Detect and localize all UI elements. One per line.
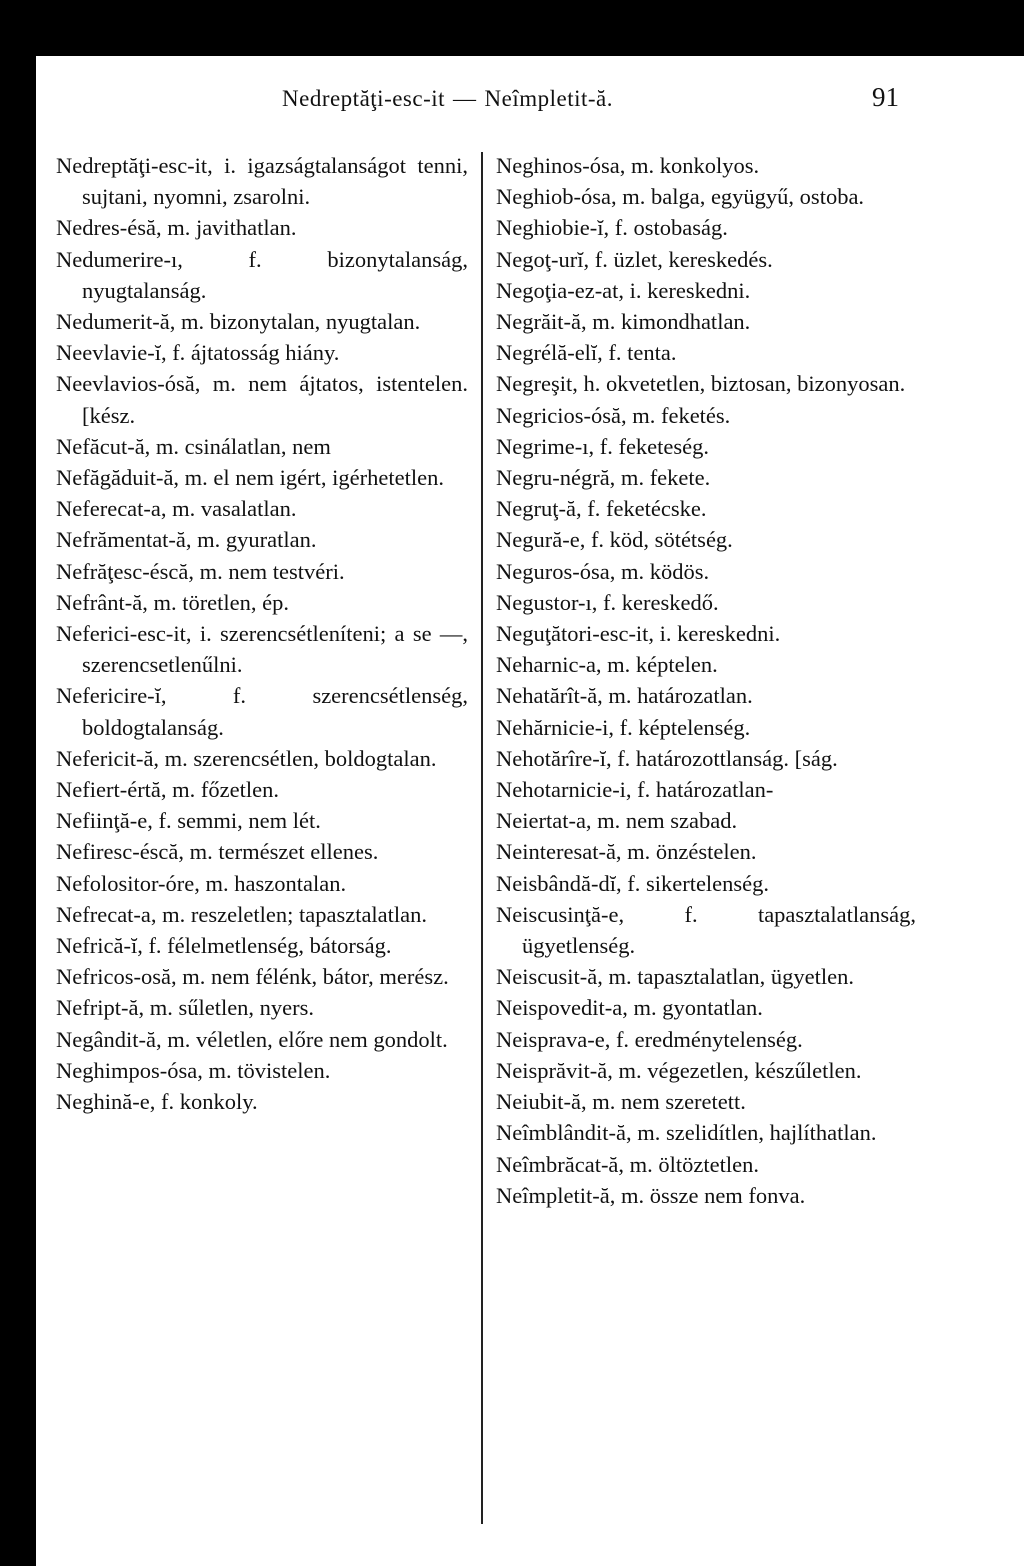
dictionary-entry: Neghiobie-ĭ, f. ostobaság.	[496, 215, 728, 241]
dictionary-entry: Nefolositor-óre, m. haszontalan.	[56, 870, 347, 896]
dictionary-entry: Neevlavios-ósă, m. nem ájtatos, istentelen. [kész.	[56, 371, 468, 428]
dictionary-entry: Nefrecat-a, m. reszeletlen; tapasztalatlan.	[56, 901, 428, 927]
dictionary-entry: Neghiob-ósa, m. balga, együgyű, ostoba.	[496, 184, 865, 210]
dictionary-entry: Negrélă-elĭ, f. tenta.	[496, 340, 677, 366]
dictionary-entry: Nefript-ă, m. sűletlen, nyers.	[56, 995, 315, 1021]
dictionary-entry: Neharnic-a, m. képtelen.	[496, 652, 718, 678]
scan-border-top	[0, 0, 1024, 56]
dictionary-entry: Nefiert-értă, m. főzetlen.	[56, 777, 280, 803]
dictionary-entry: Nefrânt-ă, m. töretlen, ép.	[56, 589, 290, 615]
dictionary-entry: Nefrămentat-ă, m. gyuratlan.	[56, 527, 317, 553]
dictionary-entry: Neferici-esc-it, i. szerencsétleníteni; a se —, szerencsetlenűlni.	[56, 621, 468, 678]
dictionary-entry: Nefrăţesc-éscă, m. nem testvéri.	[56, 558, 345, 584]
dictionary-entry: Negruţ-ă, f. feketécske.	[496, 496, 707, 522]
header-first-word: Nedreptăţi-esc-it	[282, 86, 446, 111]
dictionary-entry: Negreşit, h. okvetetlen, biztosan, bizonyosan.	[496, 371, 906, 397]
dictionary-entry: Negândit-ă, m. véletlen, előre nem gondolt.	[56, 1026, 448, 1052]
dictionary-entry: Neguţători-esc-it, i. kereskedni.	[496, 621, 781, 647]
dictionary-entry: Nehotarnicie-i, f. határozatlan-	[496, 777, 774, 803]
scan-border-left	[0, 0, 36, 1566]
dictionary-entry: Neîmpletit-ă, m. össze nem fonva.	[496, 1182, 806, 1208]
header-separator: —	[453, 86, 477, 111]
dictionary-entry: Neîmblândit-ă, m. szelidítlen, hajlíthatlan.	[496, 1120, 877, 1146]
dictionary-entry: Neîmbrăcat-ă, m. öltöztetlen.	[496, 1151, 760, 1177]
dictionary-entry: Nefericire-ĭ, f. szerencsétlenség, boldogtalanság.	[56, 683, 468, 740]
dictionary-entry: Neguros-ósa, m. ködös.	[496, 558, 710, 584]
dictionary-entry: Nedumerire-ı, f. bizonytalanság, nyugtalanság.	[56, 246, 468, 303]
dictionary-entry: Nedres-ésă, m. javithatlan.	[56, 215, 297, 241]
dictionary-entry: Nefiinţă-e, f. semmi, nem lét.	[56, 808, 321, 834]
dictionary-entry: Nehotărîre-ĭ, f. határozottlanság. [ság.	[496, 745, 838, 771]
dictionary-entry: Negricios-ósă, m. feketés.	[496, 402, 731, 428]
dictionary-entry: Negoţ-urĭ, f. üzlet, kereskedés.	[496, 246, 773, 272]
header-last-word: Neîmpletit-ă.	[484, 86, 614, 111]
dictionary-entry: Neiscusinţă-e, f. tapasztalatlanság, ügyetlenség.	[496, 901, 916, 959]
left-column	[56, 150, 468, 1117]
dictionary-entry: Negrăit-ă, m. kimondhatlan.	[496, 309, 751, 335]
dictionary-entry: Negru-négră, m. fekete.	[496, 465, 711, 491]
dictionary-entry: Neferecat-a, m. vasalatlan.	[56, 496, 297, 522]
dictionary-entry: Nefrică-ĭ, f. félelmetlenség, bátorság.	[56, 933, 392, 959]
dictionary-entry: Neiscusit-ă, m. tapasztalatlan, ügyetlen.	[496, 964, 855, 990]
dictionary-entry: Nedreptăţi-esc-it, i. igazságtalanságot tenni, sujtani, nyomni, zsarolni.	[56, 153, 468, 210]
dictionary-entry: Negoţia-ez-at, i. kereskedni.	[496, 277, 751, 303]
dictionary-entry: Neghină-e, f. konkoly.	[56, 1089, 258, 1115]
dictionary-entry: Nedumerit-ă, m. bizonytalan, nyugtalan.	[56, 309, 421, 335]
column-divider	[481, 152, 483, 1524]
running-header	[282, 86, 613, 112]
dictionary-entry: Nefiresc-éscă, m. természet ellenes.	[56, 839, 379, 865]
page-number: 91	[872, 82, 899, 112]
dictionary-entry: Neinteresat-ă, m. önzéstelen.	[496, 839, 757, 865]
dictionary-entry: Neisbândă-dĭ, f. sikertelenség.	[496, 870, 770, 896]
dictionary-entry: Negrime-ı, f. feketeség.	[496, 433, 710, 459]
dictionary-entry: Nehărnicie-i, f. képtelenség.	[496, 714, 751, 740]
dictionary-entry: Negustor-ı, f. kereskedő.	[496, 589, 719, 615]
dictionary-entry: Nehatărît-ă, m. határozatlan.	[496, 683, 753, 709]
dictionary-entry: Neisprava-e, f. eredménytelenség.	[496, 1026, 803, 1052]
dictionary-entry: Nefăcut-ă, m. csinálatlan, nem	[56, 433, 331, 459]
right-column	[496, 150, 916, 1211]
dictionary-entry: Neghinos-ósa, m. konkolyos.	[496, 153, 760, 178]
dictionary-entry: Neispovedit-a, m. gyontatlan.	[496, 995, 763, 1021]
dictionary-entry: Nefricos-osă, m. nem félénk, bátor, merész.	[56, 964, 449, 990]
dictionary-entry: Neiubit-ă, m. nem szeretett.	[496, 1089, 746, 1115]
dictionary-entry: Neiertat-a, m. nem szabad.	[496, 808, 738, 834]
dictionary-entry: Nefăgăduit-ă, m. el nem igért, igérhetetlen.	[56, 465, 444, 491]
dictionary-entry: Negură-e, f. köd, sötétség.	[496, 527, 733, 553]
dictionary-entry: Neghimpos-ósa, m. tövistelen.	[56, 1057, 331, 1083]
dictionary-entry: Neevlavie-ĭ, f. ájtatosság hiány.	[56, 340, 340, 366]
dictionary-entry: Neisprăvit-ă, m. végezetlen, készűletlen.	[496, 1057, 862, 1083]
dictionary-entry: Nefericit-ă, m. szerencsétlen, boldogtalan.	[56, 745, 437, 771]
